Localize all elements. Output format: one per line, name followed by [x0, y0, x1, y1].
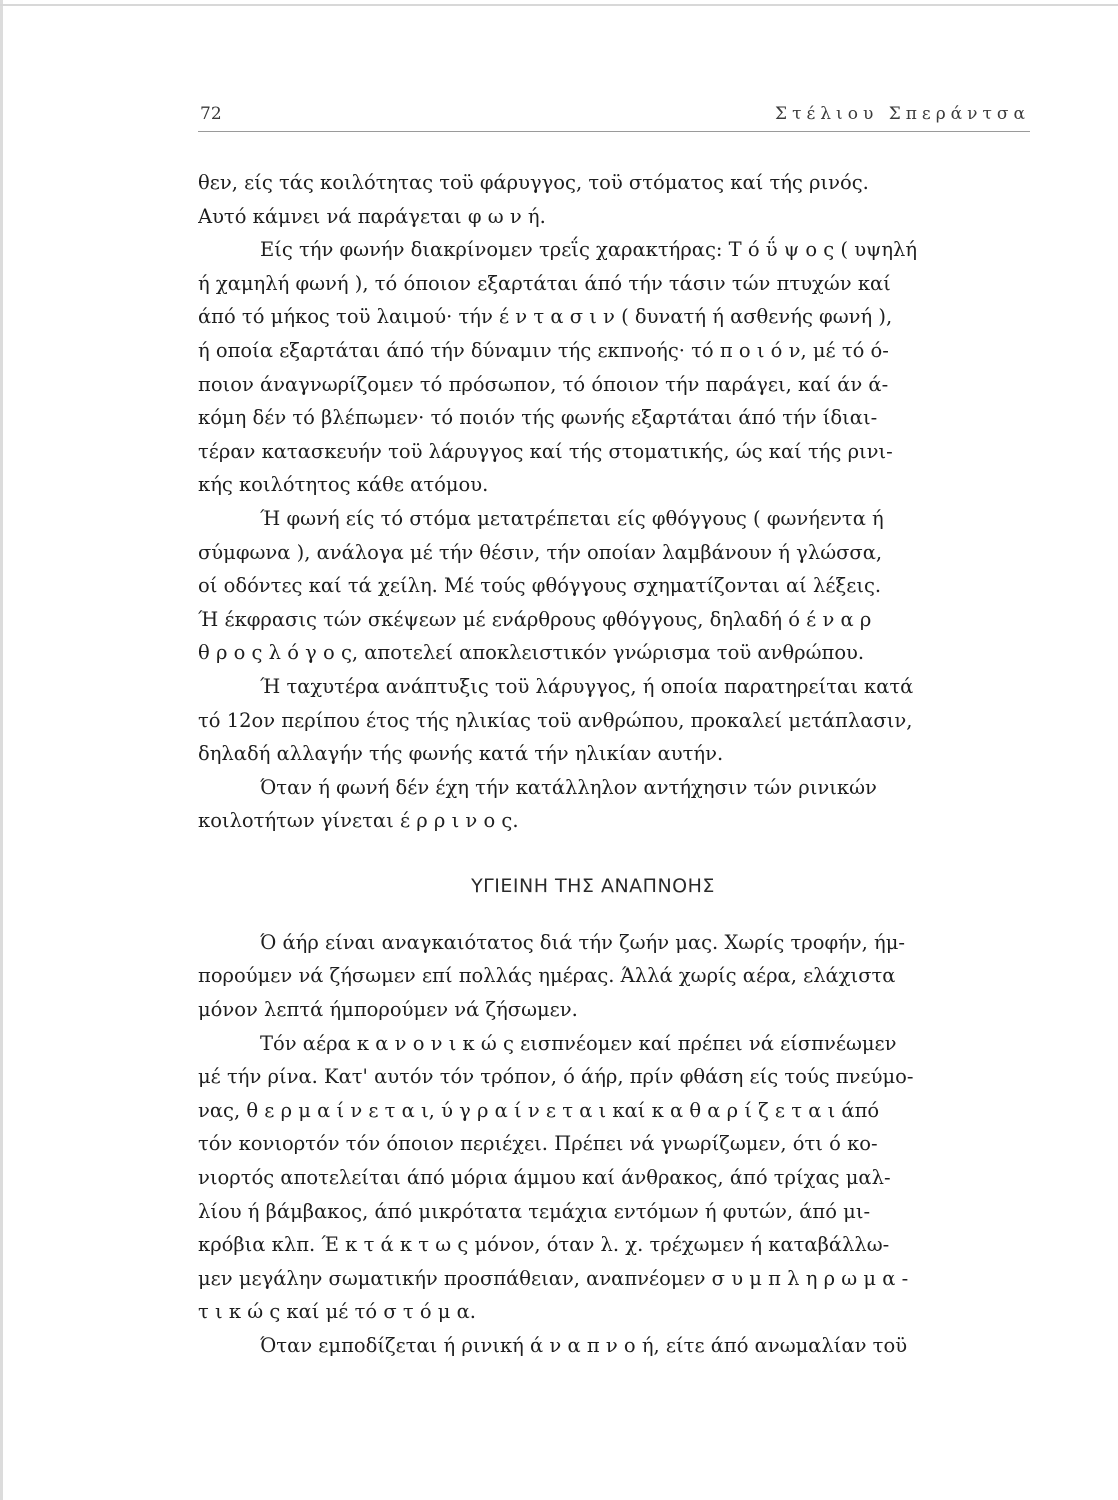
text-line: μόνον λεπτά ήμπορούμεν νά ζήσωμεν. [198, 998, 578, 1022]
text-line: Όταν εμποδίζεται ή ρινική ά ν α π ν ο ή, είτε άπό ανωμαλίαν τοϋ [260, 1334, 908, 1357]
text-line: ποιον άναγνωρίζομεν τό πρόσωπον, τό όποιον τήν παράγει, καί άν ά- [198, 372, 889, 396]
text-line: νιορτός αποτελείται άπό μόρια άμμου καί άνθρακος, άπό τρίχας μαλ- [198, 1166, 891, 1190]
text-line: Ή φωνή είς τό στόμα μετατρέπεται είς φθόγγους ( φωνήεντα ή [260, 506, 884, 530]
text-line: μέ τήν ρίνα. Κατ' αυτόν τόν τρόπον, ό άήρ, πρίν φθάση είς τούς πνεύμο- [198, 1065, 914, 1089]
text-line: Αυτό κάμνει νά παράγεται φ ω ν ή. [198, 204, 546, 228]
page-number: 72 [200, 104, 222, 124]
text-line: Ή έκφρασις τών σκέψεων μέ ενάρθρους φθόγγους, δηλαδή ό έ ν α ρ [198, 607, 872, 631]
page-edge [0, 0, 3, 1500]
text-line: ή χαμηλή φωνή ), τό όποιον εξαρτάται άπό τήν τάσιν τών πτυχών καί [198, 271, 891, 295]
text-line: θ ρ ο ς λ ό γ ο ς, αποτελεί αποκλειστικόν γνώρισμα τοϋ ανθρώπου. [198, 641, 865, 665]
text-line: Είς τήν φωνήν διακρίνομεν τρεΐς χαρακτήρας: Τ ό ΰ ψ ο ς ( υψηλή [260, 238, 918, 262]
text-line: τ ι κ ώ ς καί μέ τό σ τ ό μ α. [198, 1300, 477, 1324]
text-line: λίου ή βάμβακος, άπό μικρότατα τεμάχια εντόμων ή φυτών, άπό μι- [198, 1199, 871, 1223]
text-line: Όταν ή φωνή δέν έχη τήν κατάλληλον αντήχησιν τών ρινικών [260, 775, 877, 799]
text-line: σύμφωνα ), ανάλογα μέ τήν θέσιν, τήν οποίαν λαμβάνουν ή γλώσσα, [198, 540, 883, 564]
section-breathing-hygiene [198, 926, 1018, 1363]
text-line: θεν, είς τάς κοιλότητας τοϋ φάρυγγος, τοϋ στόματος καί τής ρινός. [198, 171, 869, 194]
running-head: Στέλιου Σπεράντσα [775, 104, 1030, 124]
text-line: Ή ταχυτέρα ανάπτυξις τοϋ λάρυγγος, ή οποία παρατηρείται κατά [260, 674, 914, 698]
page-header [198, 101, 1030, 132]
page-top-border [0, 4, 1118, 6]
text-line: κρόβια κλπ. Έ κ τ ά κ τ ω ς μόνον, όταν λ. χ. τρέχωμεν ή καταβάλλω- [198, 1233, 890, 1257]
text-line: κής κοιλότητος κάθε ατόμου. [198, 473, 489, 497]
text-line: τέραν κατασκευήν τοϋ λάρυγγος καί τής στοματικής, ώς καί τής ρινι- [198, 439, 893, 463]
text-line: πορούμεν νά ζήσωμεν επί πολλάς ημέρας. Άλλά χωρίς αέρα, ελάχιστα [198, 964, 896, 988]
section-heading: ΥΓΙΕΙΝΗ ΤΗΣ ΑΝΑΠΝΟΗΣ [471, 874, 715, 897]
text-line: άπό τό μήκος τοϋ λαιμού· τήν έ ν τ α σ ι ν ( δυνατή ή ασθενής φωνή ), [198, 305, 893, 329]
section-voice [198, 166, 1018, 838]
text-line: τό 12ον περίπου έτος τής ηλικίας τοϋ ανθρώπου, προκαλεί μετάπλασιν, [198, 708, 913, 732]
text-line: τόν κονιορτόν τόν όποιον περιέχει. Πρέπει νά γνωρίζωμεν, ότι ό κο- [198, 1132, 878, 1156]
body-text [198, 166, 1018, 1363]
text-line: οί οδόντες καί τά χείλη. Μέ τούς φθόγγους σχηματίζονται αί λέξεις. [198, 574, 882, 598]
text-line: ή οποία εξαρτάται άπό τήν δύναμιν τής εκπνοής· τό π ο ι ό ν, μέ τό ό- [198, 338, 889, 362]
text-line: κοιλοτήτων γίνεται έ ρ ρ ι ν ο ς. [198, 809, 519, 833]
text-line: Τόν αέρα κ α ν ο ν ι κ ώ ς εισπνέομεν καί πρέπει νά είσπνέωμεν [260, 1031, 897, 1055]
text-line: Ό άήρ είναι αναγκαιότατος διά τήν ζωήν μας. Χωρίς τροφήν, ήμ- [260, 930, 905, 954]
text-line: μεν μεγάλην σωματικήν προσπάθειαν, αναπνέομεν σ υ μ π λ η ρ ω μ α - [198, 1266, 909, 1290]
text-line: κόμη δέν τό βλέπωμεν· τό ποιόν τής φωνής εξαρτάται άπό τήν ίδιαι- [198, 406, 878, 430]
text-line: δηλαδή αλλαγήν τής φωνής κατά τήν ηλικίαν αυτήν. [198, 742, 724, 766]
text-line: νας, θ ε ρ μ α ί ν ε τ α ι, ύ γ ρ α ί ν ε τ α ι καί κ α θ α ρ ί ζ ε τ α ι άπό [198, 1098, 880, 1122]
